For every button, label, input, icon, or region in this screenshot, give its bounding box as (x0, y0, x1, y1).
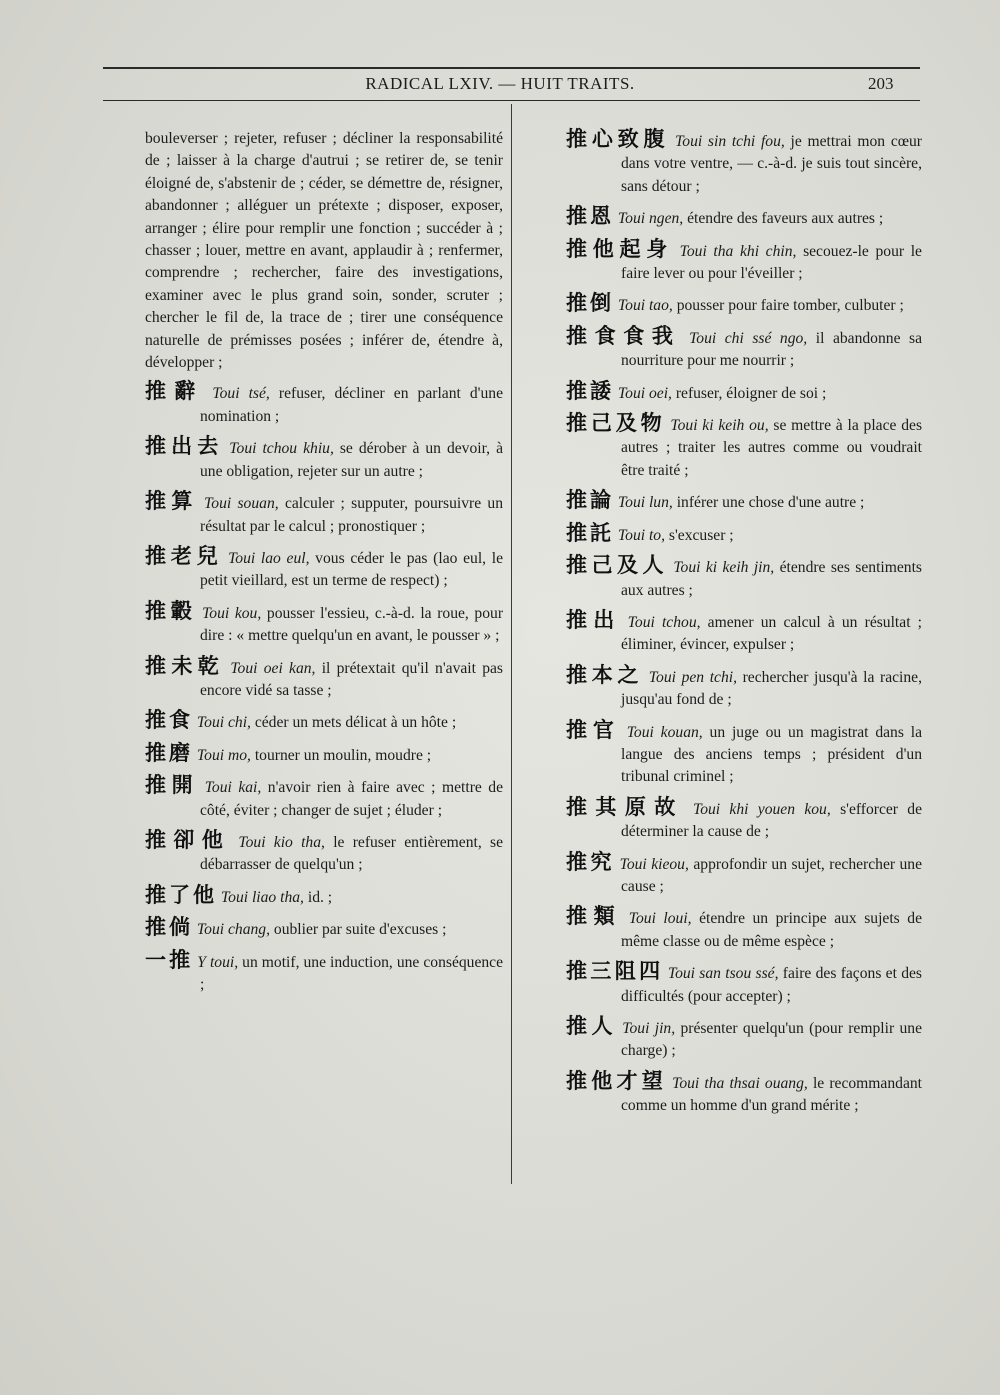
entry-definition: le recommandant comme un homme d'un grand mérite ; (621, 1074, 922, 1115)
dictionary-entry (566, 325, 922, 373)
dictionary-entry (566, 554, 922, 602)
dictionary-entry (566, 1070, 922, 1118)
entry-characters: 推類 (566, 904, 622, 929)
entry-romanization: Toui kai, (204, 779, 262, 797)
dictionary-entry (145, 949, 503, 997)
running-header: RADICAL LXIV. — HUIT TRAITS. (365, 74, 635, 93)
dictionary-entry (145, 380, 503, 428)
dictionary-entry (566, 489, 922, 514)
entry-definition: un juge ou un magistrat dans la langue des anciens temps ; président d'un tribunal criminel ; (621, 723, 922, 786)
entry-romanization: Toui kio tha, (238, 833, 325, 851)
entry-characters: 推己及物 (566, 411, 666, 436)
entry-romanization: Toui san tsou ssé, (667, 965, 779, 983)
entry-romanization: Toui tchou, (627, 613, 701, 631)
entry-romanization: Toui ngen, (617, 210, 684, 228)
entry-romanization: Toui tha khi chin, (679, 242, 797, 260)
entry-characters: 推恩 (566, 204, 614, 229)
dictionary-entry (145, 545, 503, 593)
entry-romanization: Toui jin, (622, 1020, 676, 1037)
entry-romanization: Toui lao eul, (228, 549, 310, 567)
entry-characters: 推老兒 (145, 543, 223, 568)
entry-definition: secouez-le pour le faire lever ou pour l'éveiller ; (621, 242, 922, 283)
entry-definition: étendre un principe aux sujets de même classe ou de même espèce ; (621, 910, 922, 950)
entry-characters: 推食 (145, 708, 193, 733)
entry-characters: 推開 (145, 773, 199, 798)
entry-characters: 推出 (566, 607, 621, 632)
entry-romanization: Toui souan, (204, 495, 279, 513)
entry-characters: 推己及人 (566, 553, 668, 578)
entry-characters: 推算 (145, 489, 198, 514)
entry-definition: je mettrai mon cœur dans votre ventre, — c.-à-d. je suis tout sincère, sans détour ; (621, 133, 922, 195)
dictionary-entry (566, 412, 922, 482)
dictionary-entry (145, 884, 503, 909)
entry-characters: 推他起身 (566, 236, 673, 261)
entry-characters: 推心致腹 (566, 127, 670, 151)
right-entry-list (566, 128, 922, 1118)
entry-characters: 推倒 (566, 291, 614, 316)
header-rule (103, 100, 920, 101)
entry-definition: id. ; (307, 888, 333, 906)
left-column (145, 128, 503, 1003)
entry-characters: 推了他 (145, 882, 217, 907)
entry-characters: 推本之 (566, 662, 644, 687)
entry-characters: 推人 (566, 1014, 617, 1038)
entry-romanization: Toui ki keih jin, (673, 559, 775, 577)
entry-romanization: Toui sin tchi fou, (675, 133, 785, 150)
dictionary-entry (145, 600, 503, 648)
entry-definition: approfondir un sujet, rechercher une cause ; (621, 855, 923, 895)
dictionary-entry (566, 905, 922, 953)
dictionary-entry (145, 709, 503, 734)
dictionary-entry (145, 435, 503, 483)
entry-characters: 推其原故 (566, 794, 684, 819)
entry-definition: étendre ses sentiments aux autres ; (621, 559, 922, 599)
entry-romanization: Toui chi ssé ngo, (689, 329, 808, 347)
entry-definition: s'efforcer de déterminer la cause de ; (621, 800, 923, 841)
entry-definition: oublier par suite d'excuses ; (273, 921, 447, 939)
entry-definition: tourner un moulin, moudre ; (254, 746, 432, 764)
entry-definition: amener un calcul à un résultat ; éliminer, évincer, expulser ; (621, 613, 923, 654)
column-divider (511, 104, 512, 1184)
entry-definition: refuser, décliner en parlant d'une nomination ; (200, 385, 504, 425)
dictionary-entry (566, 664, 922, 712)
entry-romanization: Toui chi, (196, 714, 251, 732)
entry-romanization: Toui lun, (617, 494, 673, 512)
entry-romanization: Toui tha thsai ouang, (672, 1074, 808, 1092)
left-entry-list (145, 380, 503, 996)
entry-romanization: Toui khi youen kou, (692, 800, 831, 818)
entry-definition: il abandonne sa nourriture pour me nourrir ; (621, 329, 923, 370)
entry-characters: 推出去 (145, 434, 224, 459)
dictionary-entry (566, 522, 922, 547)
entry-definition: présenter quelqu'un (pour remplir une charge) ; (621, 1020, 922, 1060)
dictionary-entry (566, 796, 922, 844)
right-column (566, 128, 922, 1125)
entry-romanization: Toui to, (617, 526, 665, 544)
dictionary-entry (566, 1015, 922, 1063)
entry-definition: inférer une chose d'une autre ; (676, 494, 865, 512)
entry-romanization: Toui oei, (617, 384, 672, 402)
entry-definition: le refuser entièrement, se débarrasser de quelqu'un ; (200, 833, 503, 874)
entry-definition: n'avoir rien à faire avec ; mettre de côté, éviter ; changer de sujet ; éluder ; (200, 779, 504, 819)
dictionary-entry (566, 960, 922, 1008)
entry-romanization: Toui kou, (202, 604, 262, 622)
dictionary-entry (145, 829, 503, 877)
entry-definition: refuser, éloigner de soi ; (675, 384, 827, 402)
entry-romanization: Toui tchou khiu, (229, 440, 334, 458)
entry-romanization: Toui kieou, (619, 855, 689, 873)
entry-definition: pousser pour faire tomber, culbuter ; (676, 297, 904, 315)
entry-characters: 推轂 (145, 598, 197, 623)
entry-romanization: Toui kouan, (626, 723, 703, 741)
entry-romanization: Toui tsé, (212, 385, 270, 403)
entry-characters: 推磨 (145, 740, 193, 765)
entry-characters: 推他才望 (566, 1068, 667, 1093)
dictionary-entry (566, 238, 922, 286)
dictionary-entry (145, 916, 503, 941)
entry-characters: 推辭 (145, 379, 204, 404)
dictionary-entry (566, 380, 922, 405)
dictionary-entry (566, 851, 922, 899)
dictionary-entry (145, 742, 503, 767)
entry-characters: 推食食我 (566, 323, 681, 348)
page-number: 203 (868, 74, 894, 93)
entry-romanization: Y toui, (197, 953, 239, 971)
entry-romanization: Toui liao tha, (220, 888, 304, 906)
entry-romanization: Toui tao, (617, 297, 673, 315)
entry-characters: 推究 (566, 849, 616, 874)
dictionary-entry (145, 774, 503, 822)
entry-definition: céder un mets délicat à un hôte ; (254, 714, 457, 732)
entry-definition: vous céder le pas (lao eul, le petit vieillard, est un terme de respect) ; (200, 549, 503, 590)
dictionary-entry (566, 292, 922, 317)
dictionary-entry (566, 205, 922, 230)
entry-characters: 推倘 (145, 915, 193, 940)
dictionary-entry (566, 719, 922, 789)
entry-definition: un motif, une induction, une conséquence ; (200, 953, 504, 993)
entry-definition: faire des façons et des difficultés (pour accepter) ; (621, 965, 923, 1005)
entry-definition: s'excuser ; (668, 526, 734, 544)
entry-characters: 推未乾 (145, 653, 225, 678)
dictionary-entry (566, 128, 922, 198)
entry-definition: il prétextait qu'il n'avait pas encore vidé sa tasse ; (200, 659, 504, 699)
entry-definition: calculer ; supputer, poursuivre un résultat par le calcul ; pronostiquer ; (200, 495, 503, 535)
entry-characters: 一推 (145, 947, 194, 972)
entry-characters: 推託 (566, 520, 614, 545)
dictionary-entry (145, 490, 503, 538)
entry-romanization: Toui chang, (196, 921, 270, 939)
entry-definition: se mettre à la place des autres ; traiter les autres comme ou voudrait être traité ; (621, 417, 923, 479)
entry-definition: pousser l'essieu, c.-à-d. la roue, pour dire : « mettre quelqu'un en avant, le pousser » ; (200, 604, 504, 645)
entry-romanization: Toui mo, (196, 746, 251, 764)
entry-romanization: Toui loui, (628, 910, 692, 928)
entry-romanization: Toui pen tchi, (648, 668, 737, 686)
entry-characters: 推卻他 (145, 827, 231, 852)
dictionary-entry (566, 609, 922, 657)
entry-characters: 推論 (566, 488, 614, 513)
entry-characters: 推官 (566, 717, 620, 742)
continued-definition: bouleverser ; rejeter, refuser ; décliner la responsabilité de ; laisser à la charge d'autrui ; se retirer de, se tenir éloigné de, s'abstenir de ; céder, se démettre de, résigner, abandonner ; alléguer un prétexte ; disposer, exposer, arranger ; élire pour remplir une fonction ; succéder à ; chasser ; louer, mettre en avant, applaudir à ; renfermer, comprendre ; rechercher, faire des investigations, examiner avec le plus grand soin, sonder, scruter ; chercher le fil de, la trace de ; tirer une conséquence naturelle de prémisses posées ; inférer de, étendre à, développer ; (145, 130, 503, 372)
top-rule (103, 67, 920, 69)
entry-definition: étendre des faveurs aux autres ; (687, 210, 884, 228)
entry-characters: 推諉 (566, 378, 614, 403)
entry-romanization: Toui ki keih ou, (670, 417, 769, 435)
entry-characters: 推三阻四 (566, 959, 664, 984)
entry-definition: se dérober à un devoir, à une obligation, rejeter sur un autre ; (200, 440, 503, 480)
entry-definition: rechercher jusqu'à la racine, jusqu'au fond de ; (621, 668, 922, 709)
entry-romanization: Toui oei kan, (230, 659, 316, 677)
dictionary-entry (145, 655, 503, 703)
